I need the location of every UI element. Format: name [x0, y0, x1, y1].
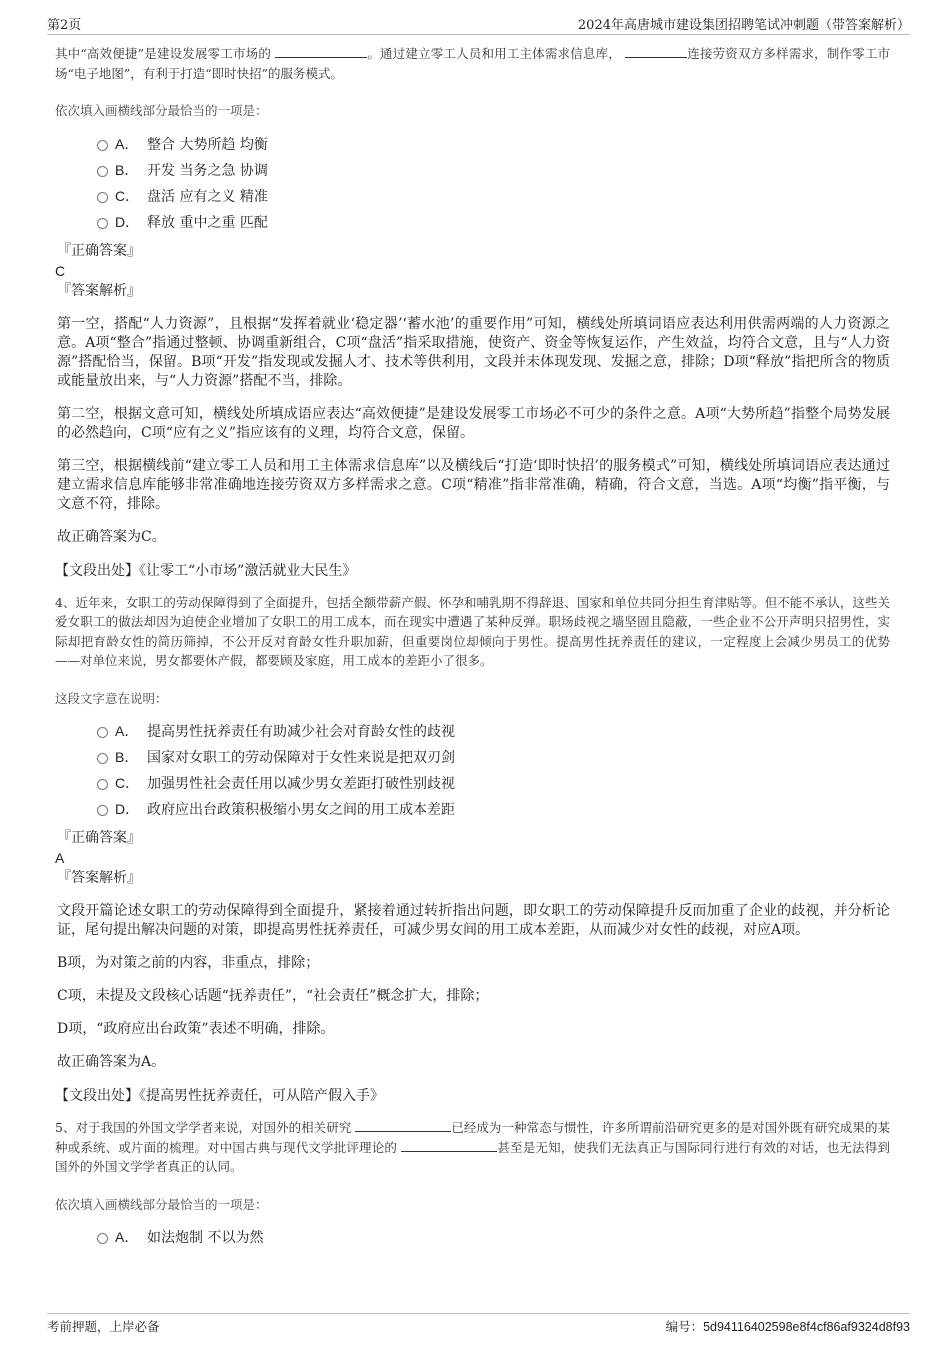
q5-ask: 依次填入画横线部分最恰当的一项是： — [55, 1196, 268, 1212]
q4-analysis-conclusion: 故正确答案为A。 — [57, 1054, 166, 1070]
q4-option-b[interactable]: B． 国家对女职工的劳动保障对于女性来说是把双刃剑 — [97, 744, 890, 770]
radio-icon[interactable] — [97, 218, 108, 229]
q4-analysis-3: C项，未提及文段核心话题“抚养责任”，“社会责任”概念扩大，排除； — [57, 988, 489, 1004]
q3-ask: 依次填入画横线部分最恰当的一项是： — [55, 103, 268, 118]
radio-icon[interactable] — [97, 166, 108, 177]
q5-options — [55, 1224, 890, 1250]
q4-analysis-4: D项，“政府应出台政策”表述不明确，排除。 — [57, 1021, 335, 1037]
document-title: 2024年高唐城市建设集团招聘笔试冲刺题（带答案解析） — [577, 18, 910, 33]
q3-answer: C — [55, 262, 66, 279]
document-code: 编号：5d94116402598e8f4cf86af9324d8f93 — [665, 1319, 910, 1334]
radio-icon[interactable] — [97, 753, 108, 764]
q3-option-b[interactable]: B． 开发 当务之急 协调 — [97, 157, 890, 183]
q3-analysis-1: 第一空，搭配“人力资源”，且根据“发挥着就业‘稳定器’‘蓄水池’的重要作用”可知，横线处所填词语应表达利用供需两端的人力资源之意。A项“整合”指通过整顿、协调重新组合，C项“盘活”指采取措施，使资产、资金等恢复运作，产生效益，均符合文意，且与“人力资源”搭配恰当，保留。B项“开发”指发现或发掘人才、技术等供利用，文段并未体现发现、发掘之意，排除；D项“释放”指把所含的物质或能量放出来，与“人力资源”搭配不当，排除。 — [57, 315, 890, 389]
q3-option-d[interactable]: D． 释放 重中之重 匹配 — [97, 209, 890, 235]
q4-option-c[interactable]: C． 加强男性社会责任用以减少男女差距打破性别歧视 — [97, 770, 890, 796]
q3-analysis-3: 第三空，根据横线前“建立零工人员和用工主体需求信息库”以及横线后“打造‘即时快招’的服务模式”可知，横线处所填词语应表达通过建立需求信息库能够非常准确地连接劳资双方多样需求之意。C项“精准”指非常准确，精确，符合文意，当选。A项“均衡”指平衡，与文意不符，排除。 — [57, 457, 890, 512]
page-header — [47, 14, 910, 35]
q4-source: 【文段出处】《提高男性抚养责任，可从陪产假入手》 — [55, 1088, 384, 1104]
radio-icon[interactable] — [97, 805, 108, 816]
q4-option-a[interactable]: A． 提高男性抚养责任有助减少社会对育龄女性的歧视 — [97, 718, 890, 744]
q4-ask: 这段文字意在说明： — [55, 690, 168, 706]
q3-option-a[interactable]: A． 整合 大势所趋 均衡 — [97, 131, 890, 157]
blank-2 — [401, 1139, 497, 1152]
q4-option-d[interactable]: D． 政府应出台政策积极缩小男女之间的用工成本差距 — [97, 796, 890, 822]
radio-icon[interactable] — [97, 1233, 108, 1244]
page-number: 第2页 — [47, 18, 82, 33]
footer-slogan: 考前押题，上岸必备 — [47, 1319, 160, 1334]
q3-options — [55, 131, 890, 235]
q3-option-c[interactable]: C． 盘活 应有之义 精准 — [97, 183, 890, 209]
q3-analysis-label: 『答案解析』 — [57, 282, 141, 299]
q5-option-a[interactable]: A． 如法炮制 不以为然 — [97, 1224, 890, 1250]
q4-answer-label: 『正确答案』 — [57, 830, 141, 846]
q4-analysis-1: 文段开篇论述女职工的劳动保障得到全面提升，紧接着通过转折指出问题，即女职工的劳动保障提升反而加重了企业的歧视，并分析论证，尾句提出解决问题的对策，即提高男性抚养责任，可减少男女间的用工成本差距，从而减少对女性的歧视，对应A项。 — [57, 903, 890, 938]
q4-answer: A — [55, 850, 65, 866]
q4-options — [55, 718, 890, 822]
q3-source: 【文段出处】《让零工“小市场”激活就业大民生》 — [55, 562, 357, 579]
q4-analysis-2: B项，为对策之前的内容，非重点，排除； — [57, 955, 320, 971]
blank-1 — [275, 45, 367, 58]
q3-stem: 其中“高效便捷”是建设发展零工市场的 。通过建立零工人员和用工主体需求信息库， 连接劳资双方多样需求，制作零工市场“电子地图”，有利于打造“即时快招”的服务模式。 — [55, 46, 890, 81]
blank-1 — [355, 1119, 451, 1132]
blank-2 — [625, 45, 687, 58]
q5-stem: 5、对于我国的外国文学学者来说，对国外的相关研究 已经成为一种常态与惯性，许多所谓前沿研究更多的是对国外既有研究成果的某种或系统、或片面的梳理。对中国古典与现代文学批评理论的 甚至是无知，使我们无法真正与国际同行进行有效的对话，也无法得到国外的外国文学学者真正的认同。 — [55, 1120, 890, 1174]
q3-analysis-conclusion: 故正确答案为C。 — [57, 528, 166, 545]
radio-icon[interactable] — [97, 140, 108, 151]
radio-icon[interactable] — [97, 779, 108, 790]
radio-icon[interactable] — [97, 727, 108, 738]
document-body — [55, 44, 890, 1250]
q3-analysis-2: 第二空，根据文意可知，横线处所填成语应表达“高效便捷”是建设发展零工市场必不可少的条件之意。A项“大势所趋”指整个局势发展的必然趋向，C项“应有之义”指应该有的义理，均符合文意，保留。 — [57, 405, 890, 441]
page-footer — [47, 1313, 910, 1336]
q4-stem: 4、近年来，女职工的劳动保障得到了全面提升，包括全额带薪产假、怀孕和哺乳期不得辞退、国家和单位共同分担生育津贴等。但不能不承认，这些关爱女职工的做法却因为迫使企业增加了女职工的用工成本，而在现实中遭遇了某种反弹。职场歧视之墙坚固且隐蔽，一些企业不公开声明只招男性，实际却把育龄女性的简历筛掉，不公开反对育龄女性升职加薪，但重要岗位却倾向于男性。提高男性抚养责任的建议，一定程度上会减少男员工的优势——对单位来说，男女都要休产假，都要顾及家庭，用工成本的差距小了很多。 — [55, 594, 890, 668]
q3-answer-label: 『正确答案』 — [57, 242, 141, 259]
q4-analysis-label: 『答案解析』 — [57, 870, 141, 886]
radio-icon[interactable] — [97, 192, 108, 203]
